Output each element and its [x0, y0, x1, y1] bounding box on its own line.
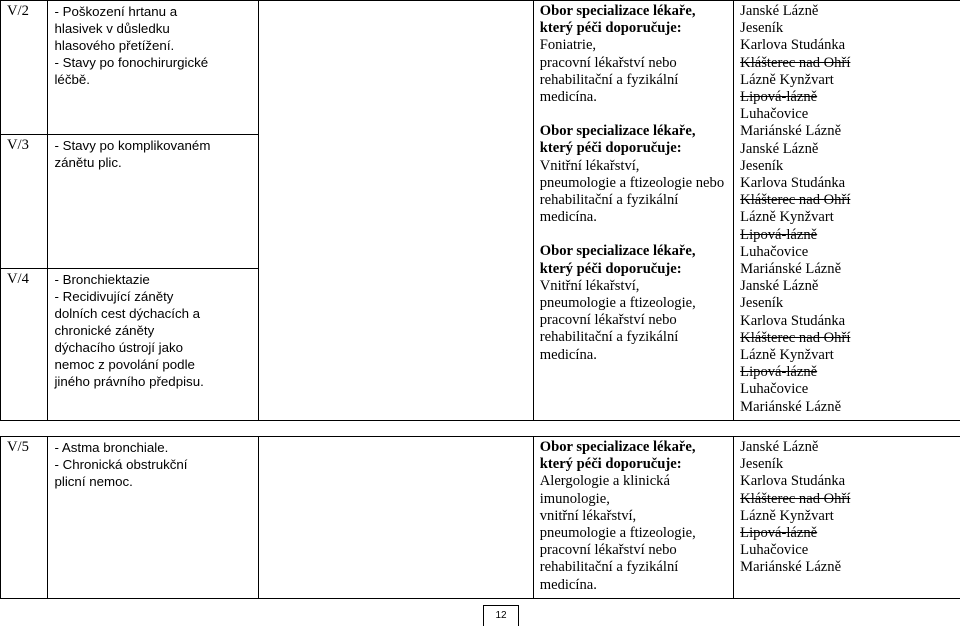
page-number: 12: [483, 605, 519, 626]
table-row: [1, 1, 960, 135]
spa-name: Lázně Kynžvart: [740, 72, 954, 89]
diagnosis-line: chronické záněty: [54, 322, 252, 339]
spa-name: Lázně Kynžvart: [740, 347, 954, 364]
spec-title: Obor specializace lékaře,: [540, 3, 727, 20]
diagnosis-line: plicní nemoc.: [54, 473, 252, 490]
spec-line: pracovní lékařství nebo: [540, 312, 727, 329]
spa-name: Janské Lázně: [740, 3, 954, 20]
row-code: V/3: [1, 134, 48, 268]
spec-line: rehabilitační a fyzikální: [540, 329, 727, 346]
spa-name: Karlova Studánka: [740, 313, 954, 330]
indication-table-continued: [0, 436, 960, 599]
spec-line: imunologie,: [540, 491, 727, 508]
spec-line: rehabilitační a fyzikální: [540, 192, 727, 209]
spa-name: Mariánské Lázně: [740, 261, 954, 278]
spec-block: [540, 243, 727, 363]
spa-list: [740, 3, 954, 141]
diagnosis-cell: [48, 268, 259, 420]
diagnosis-cell: [48, 134, 259, 268]
spec-line: rehabilitační a fyzikální: [540, 72, 727, 89]
empty-cell: [259, 437, 533, 599]
spa-name: Luhačovice: [740, 542, 954, 559]
spec-line: Foniatrie,: [540, 37, 727, 54]
spa-name: Janské Lázně: [740, 439, 954, 456]
spa-name: Lipová-lázně: [740, 89, 954, 106]
row-code: V/4: [1, 268, 48, 420]
spec-line: medicína.: [540, 347, 727, 364]
specialization-cell: [533, 1, 733, 421]
spec-title: který péči doporučuje:: [540, 140, 727, 157]
diagnosis-line: - Stavy po komplikovaném: [54, 137, 252, 154]
spec-block: [540, 3, 727, 106]
spec-line: Vnitřní lékařství,: [540, 278, 727, 295]
spa-name: Lipová-lázně: [740, 364, 954, 381]
diagnosis-line: hlasivek v důsledku: [54, 20, 252, 37]
spec-line: Alergologie a klinická: [540, 473, 727, 490]
spa-name: Karlova Studánka: [740, 37, 954, 54]
spec-title: který péči doporučuje:: [540, 456, 727, 473]
diagnosis-line: - Recidivující záněty: [54, 288, 252, 305]
spa-name: Jeseník: [740, 295, 954, 312]
spa-name: Lipová-lázně: [740, 525, 954, 542]
spa-name: Klášterec nad Ohří: [740, 491, 954, 508]
diagnosis-line: - Astma bronchiale.: [54, 439, 252, 456]
spa-name: Lipová-lázně: [740, 227, 954, 244]
diagnosis-line: léčbě.: [54, 71, 252, 88]
diagnosis-line: - Chronická obstrukční: [54, 456, 252, 473]
spa-name: Luhačovice: [740, 106, 954, 123]
spec-block: [540, 123, 727, 226]
table-row: [1, 437, 960, 599]
empty-cell: [259, 1, 533, 421]
spec-line: Vnitřní lékařství,: [540, 158, 727, 175]
diagnosis-line: dýchacího ústrojí jako: [54, 339, 252, 356]
spa-name: Jeseník: [740, 456, 954, 473]
spec-line: medicína.: [540, 577, 727, 594]
diagnosis-line: - Bronchiektazie: [54, 271, 252, 288]
diagnosis-line: - Stavy po fonochirurgické: [54, 54, 252, 71]
spa-name: Mariánské Lázně: [740, 399, 954, 416]
spec-title: který péči doporučuje:: [540, 261, 727, 278]
spa-name: Mariánské Lázně: [740, 559, 954, 576]
spa-name: Janské Lázně: [740, 278, 954, 295]
diagnosis-cell: [48, 1, 259, 135]
spec-line: vnitřní lékařství,: [540, 508, 727, 525]
diagnosis-cell: [48, 437, 259, 599]
spa-name: Lázně Kynžvart: [740, 209, 954, 226]
spa-cell: [734, 437, 960, 599]
spa-list: [740, 278, 954, 416]
spa-name: Jeseník: [740, 158, 954, 175]
spec-line: rehabilitační a fyzikální: [540, 559, 727, 576]
spa-name: Klášterec nad Ohří: [740, 330, 954, 347]
specialization-cell: [533, 437, 733, 599]
diagnosis-line: jiného právního předpisu.: [54, 373, 252, 390]
spa-name: Karlova Studánka: [740, 473, 954, 490]
spa-list: [740, 439, 954, 577]
spa-name: Lázně Kynžvart: [740, 508, 954, 525]
diagnosis-line: hlasového přetížení.: [54, 37, 252, 54]
spec-line: medicína.: [540, 209, 727, 226]
spa-name: Klášterec nad Ohří: [740, 55, 954, 72]
spa-name: Janské Lázně: [740, 141, 954, 158]
diagnosis-line: - Poškození hrtanu a: [54, 3, 252, 20]
spa-name: Luhačovice: [740, 381, 954, 398]
spec-title: Obor specializace lékaře,: [540, 243, 727, 260]
spec-title: Obor specializace lékaře,: [540, 123, 727, 140]
spec-title: který péči doporučuje:: [540, 20, 727, 37]
spa-list: [740, 141, 954, 279]
spa-name: Karlova Studánka: [740, 175, 954, 192]
spa-name: Klášterec nad Ohří: [740, 192, 954, 209]
spa-cell: [734, 1, 960, 421]
spa-name: Jeseník: [740, 20, 954, 37]
spec-line: pracovní lékařství nebo: [540, 55, 727, 72]
spec-line: pneumologie a ftizeologie nebo: [540, 175, 727, 192]
spa-name: Mariánské Lázně: [740, 123, 954, 140]
spec-line: pneumologie a ftizeologie,: [540, 295, 727, 312]
spec-title: Obor specializace lékaře,: [540, 439, 727, 456]
diagnosis-line: dolních cest dýchacích a: [54, 305, 252, 322]
row-code: V/2: [1, 1, 48, 135]
spec-line: medicína.: [540, 89, 727, 106]
row-code: V/5: [1, 437, 48, 599]
spec-line: pneumologie a ftizeologie,: [540, 525, 727, 542]
diagnosis-line: zánětu plic.: [54, 154, 252, 171]
diagnosis-line: nemoc z povolání podle: [54, 356, 252, 373]
spa-name: Luhačovice: [740, 244, 954, 261]
spec-line: pracovní lékařství nebo: [540, 542, 727, 559]
